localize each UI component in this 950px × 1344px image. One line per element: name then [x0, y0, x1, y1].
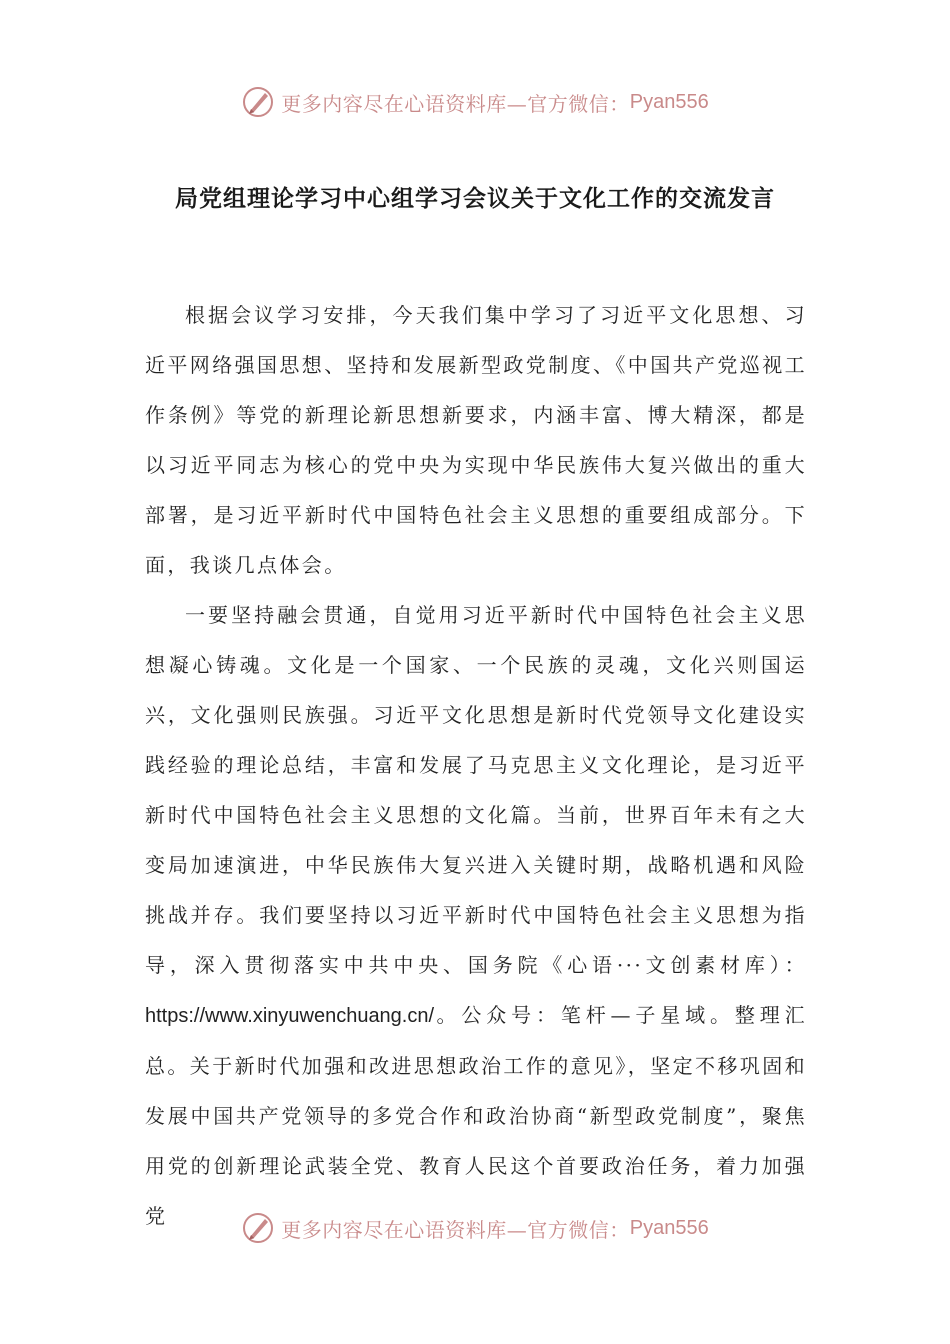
watermark-text: 更多内容尽在心语资料库—官方微信：: [281, 91, 630, 116]
pen-logo-icon: [241, 1211, 275, 1245]
watermark-text: 更多内容尽在心语资料库—官方微信：: [281, 1217, 630, 1242]
document-body: [145, 290, 807, 1241]
paragraph-2-part-a: 一要坚持融会贯通，自觉用习近平新时代中国特色社会主义思想凝心铸魂。文化是一个国家、一个民族的灵魂，文化兴则国运兴，文化强则民族强。习近平文化思想是新时代党领导文化建设实践经验的理论总结，丰富和发展了马克思主义文化理论，是习近平新时代中国特色社会主义思想的文化篇。当前，世界百年未有之大变局加速演进，中华民族伟大复兴进入关键时期，战略机遇和风险挑战并存。我们要坚持以习近平新时代中国特色社会主义思想为指导，深入贯彻落实中共中央、国务院《心语···文创素材库）：: [145, 603, 807, 977]
paragraph-2: [145, 590, 807, 1241]
watermark-wechat-id: Pyan556: [629, 1216, 709, 1239]
header-watermark: [0, 80, 950, 124]
website-url: https://www.xinyuwenchuang.cn/: [145, 1005, 435, 1027]
document-title: 局党组理论学习中心组学习会议关于文化工作的交流发言: [175, 186, 775, 212]
paragraph-1: 根据会议学习安排，今天我们集中学习了习近平文化思想、习近平网络强国思想、坚持和发展新型政党制度、《中国共产党巡视工作条例》等党的新理论新思想新要求，内涵丰富、博大精深，都是以习近平同志为核心的党中央为实现中华民族伟大复兴做出的重大部署，是习近平新时代中国特色社会主义思想的重要组成部分。下面，我谈几点体会。: [145, 303, 807, 577]
footer-watermark: [0, 1206, 950, 1250]
watermark-wechat-id: Pyan556: [629, 90, 709, 113]
pen-logo-icon: [241, 85, 275, 119]
paragraph-2-part-b: 。公众号：笔杆—子星域。整理汇总。关于新时代加强和改进思想政治工作的意见》，坚定不移巩固和发展中国共产党领导的多党合作和政治协商“新型政党制度”，聚焦用党的创新理论武装全党、教育人民这个首要政治任务，着力加强党: [145, 1003, 807, 1228]
